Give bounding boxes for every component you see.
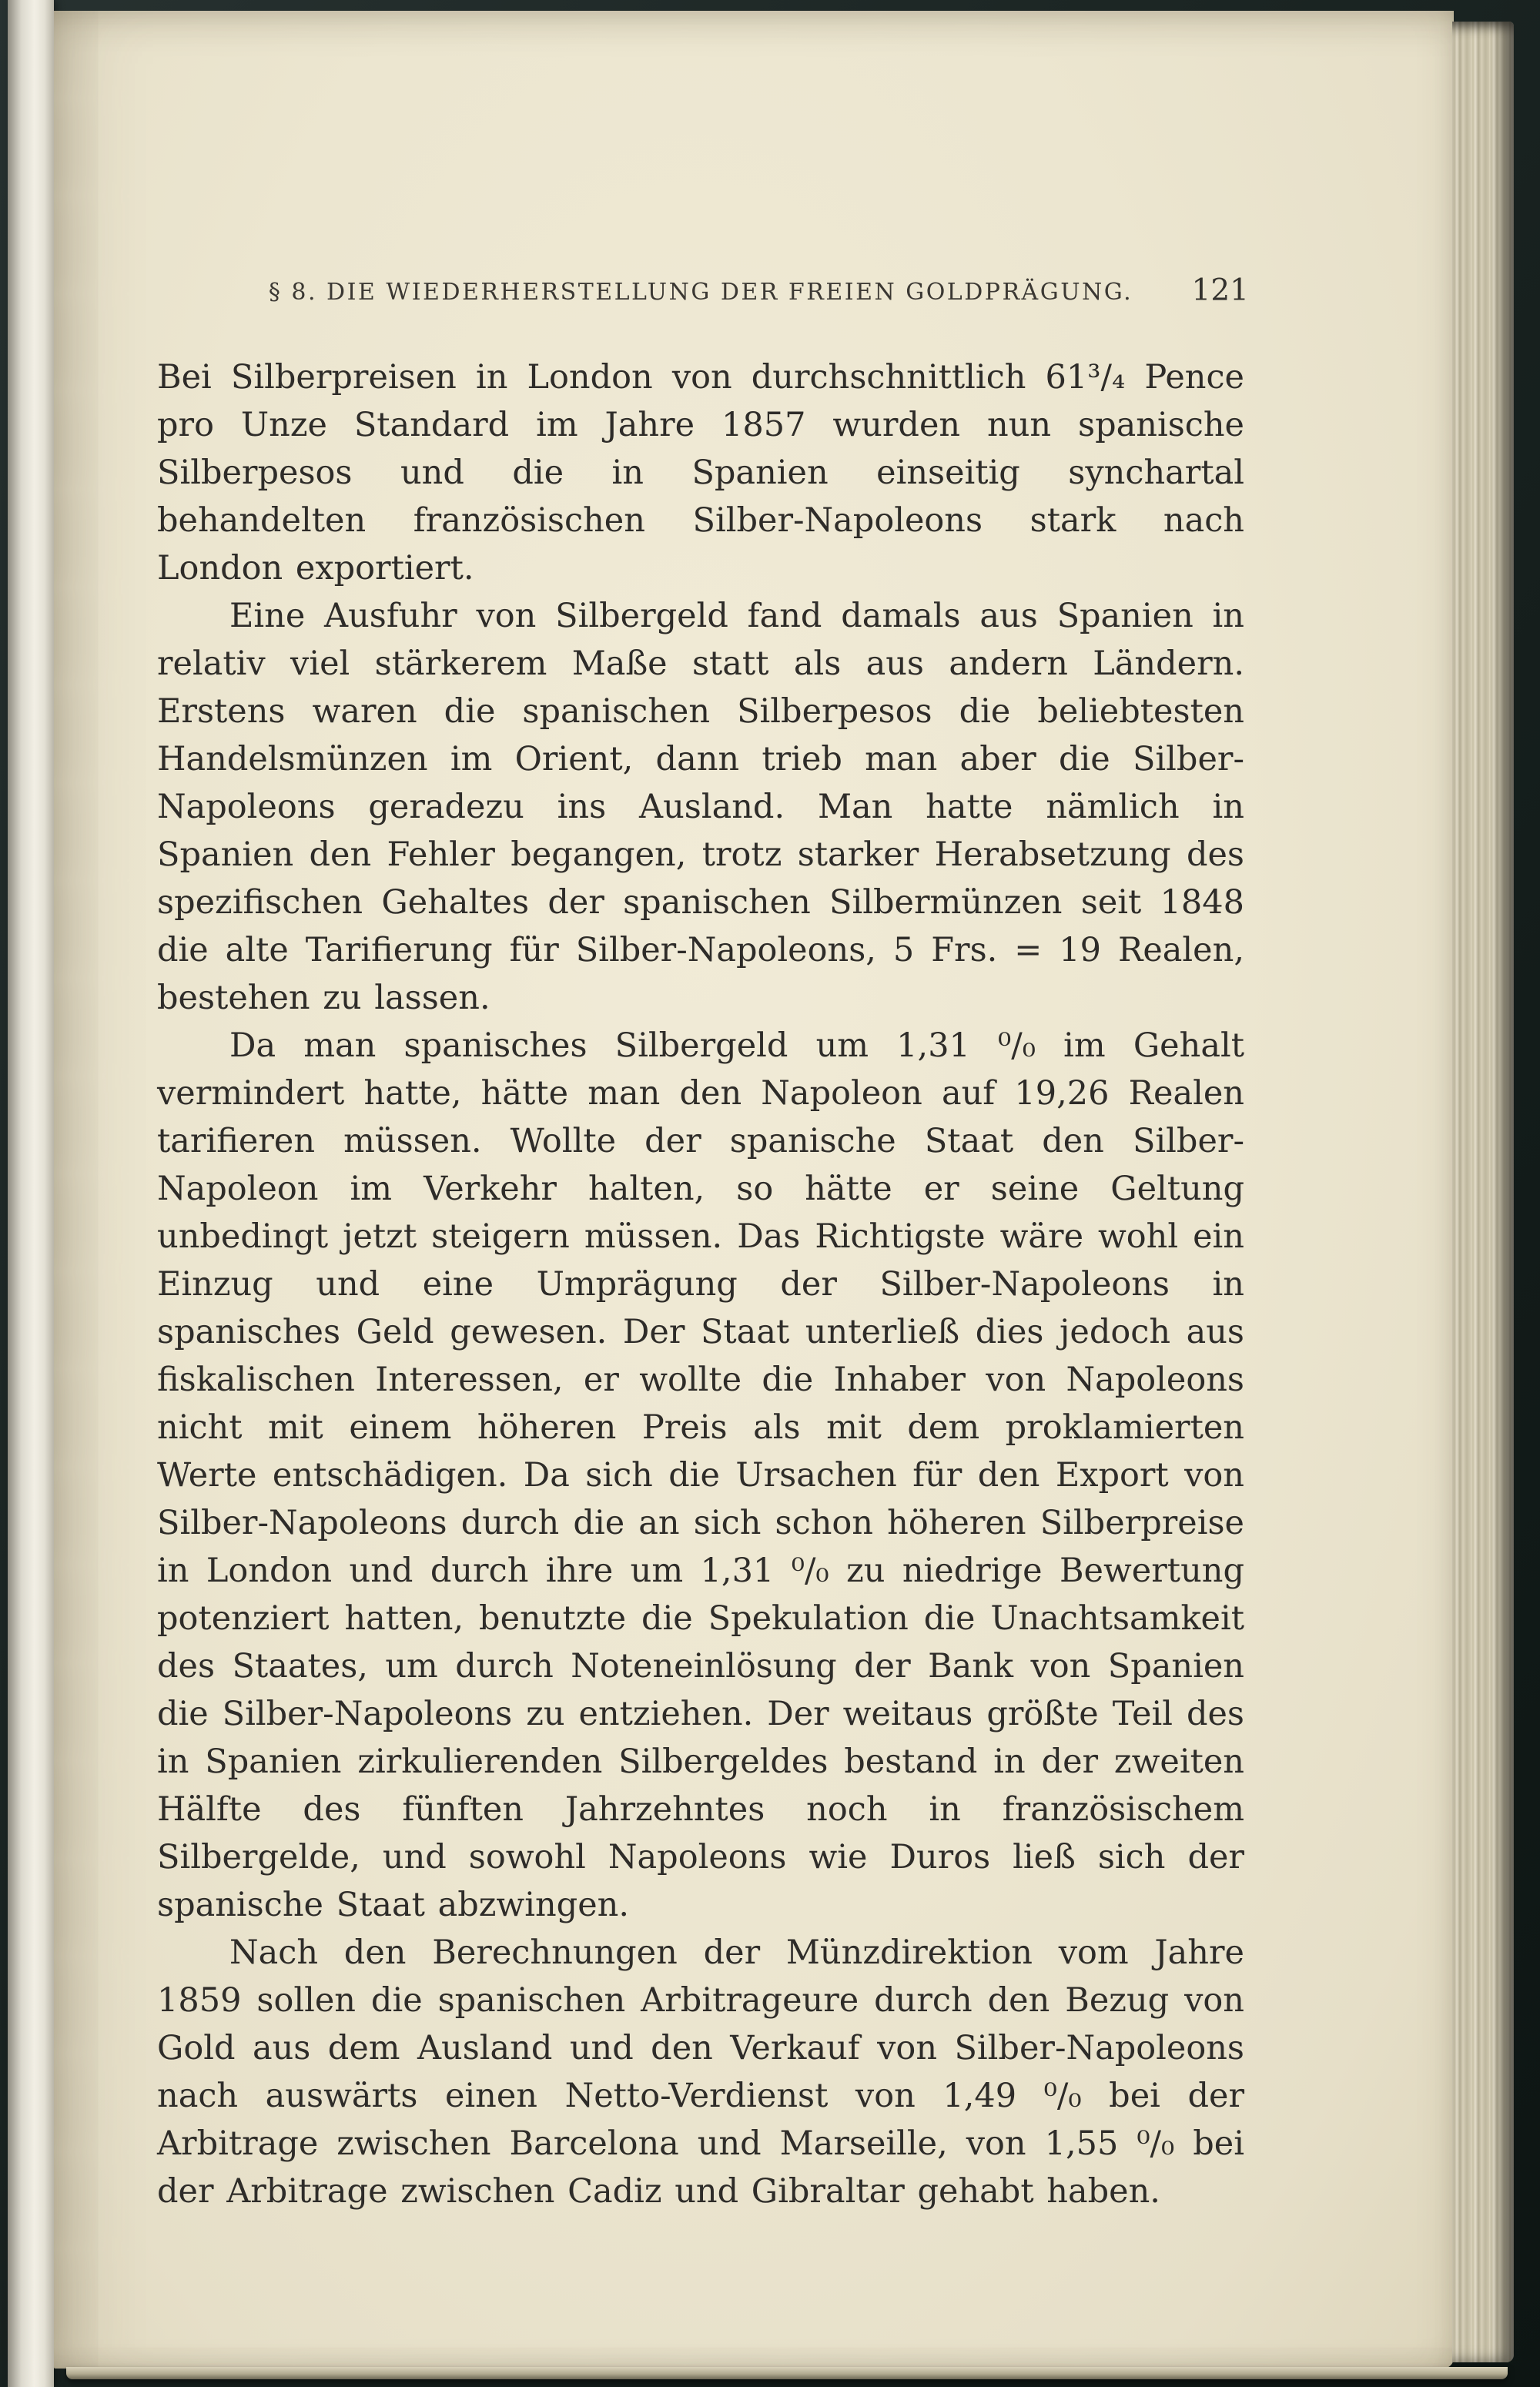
stacked-page-edges-right xyxy=(1452,22,1514,2362)
paragraph: Nach den Berechnungen der Münzdirektion vom Jahre 1859 sollen die spanischen Arbitrageure durch den Bezug von Gold aus dem Ausland und den Verkauf von Silber-Napoleons nach auswärts einen Netto-Verdienst von 1,49 ⁰/₀ bei der Arbitrage zwischen Barcelona und Marseille, von 1,55 ⁰/₀ bei der Arbitrage zwischen Cadiz und Gibraltar gehabt haben. xyxy=(157,1933,1244,2211)
page-content xyxy=(54,11,1454,2369)
paragraph: Eine Ausfuhr von Silbergeld fand damals aus Spanien in relativ viel stärkerem Maße statt als aus andern Ländern. Erstens waren die spanischen Silberpesos die beliebtesten Handelsmünzen im Orient, dann trieb man aber die Silber-Napoleons geradezu ins Ausland. Man hatte nämlich in Spanien den Fehler begangen, trotz starker Herabsetzung des spezifischen Gehaltes der spanischen Silbermünzen seit 1848 die alte Tarifierung für Silber-Napoleons, 5 Frs. = 19 Realen, bestehen zu lassen. xyxy=(157,597,1244,1017)
paragraph: Bei Silberpreisen in London von durchschnittlich 61³/₄ Pence pro Unze Standard im Jahre 1857 wurden nun spanische Silberpesos und die in Spanien einseitig synchartal behandelten französischen Silber-Napoleons stark nach London exportiert. xyxy=(157,358,1244,588)
section-title: § 8. DIE WIEDERHERSTELLUNG DER FREIEN GOLDPRÄGUNG. xyxy=(268,279,1133,306)
adjacent-page-edge xyxy=(8,0,54,2387)
page-number: 121 xyxy=(1191,273,1249,308)
book-page xyxy=(54,11,1454,2369)
page-body xyxy=(157,353,1244,2215)
stacked-page-edges-bottom xyxy=(66,2367,1508,2379)
paragraph: Da man spanisches Silbergeld um 1,31 ⁰/₀ im Gehalt vermindert hatte, hätte man den Napoleon auf 19,26 Realen tarifieren müssen. Wollte der spanische Staat den Silber-Napoleon im Verkehr halten, so hätte er seine Geltung unbedingt jetzt steigern müssen. Das Richtigste wäre wohl ein Einzug und eine Umprägung der Silber-Napoleons in spanisches Geld gewesen. Der Staat unterließ dies jedoch aus fiskalischen Interessen, er wollte die Inhaber von Napoleons nicht mit einem höheren Preis als mit dem proklamierten Werte entschädigen. Da sich die Ursachen für den Export von Silber-Napoleons durch die an sich schon höheren Silberpreise in London und durch ihre um 1,31 ⁰/₀ zu niedrige Bewertung potenziert hatten, benutzte die Spekulation die Unachtsamkeit des Staates, um durch Noteneinlösung der Bank von Spanien die Silber-Napoleons zu entziehen. Der weitaus größte Teil des in Spanien zirkulierenden Silbergeldes bestand in der zweiten Hälfte des fünften Jahrzehntes noch in französischem Silbergelde, und sowohl Napoleons wie Duros ließ sich der spanische Staat abzwingen. xyxy=(157,1026,1244,1924)
running-header xyxy=(157,273,1249,308)
